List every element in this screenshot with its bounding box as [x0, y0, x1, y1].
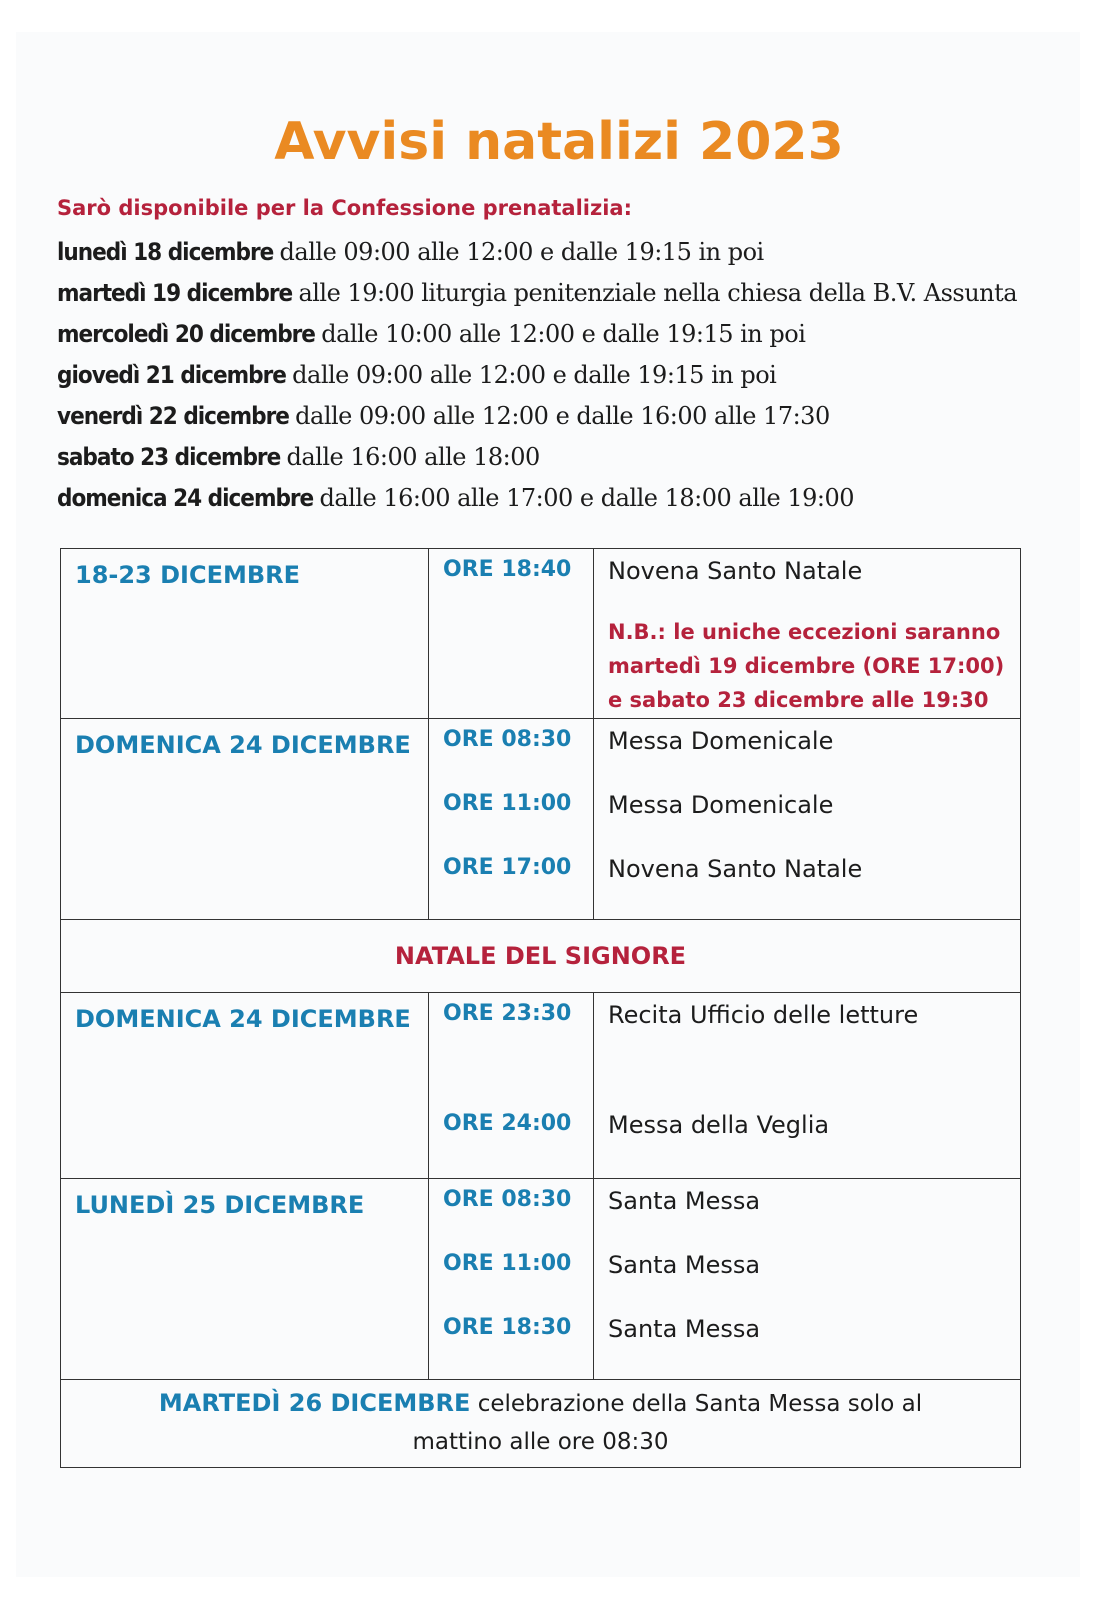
day-cell: LUNEDÌ 25 DICEMBRE: [61, 1179, 429, 1380]
time-cell: ORE 18:40: [429, 549, 594, 719]
day-cell: DOMENICA 24 DICEMBRE: [61, 719, 429, 920]
confession-day: giovedì 21 dicembre: [57, 361, 286, 389]
exception-note: N.B.: le uniche eccezioni saranno martedì 19 dicembre (ORE 17:00) e sabato 23 dicembre alle 19:30: [608, 620, 1005, 712]
time-cell: ORE 08:30 ORE 11:00 ORE 18:30: [429, 1179, 594, 1380]
confession-day: venerdì 22 dicembre: [57, 402, 289, 430]
desc-cell: Santa Messa Santa Messa Santa Messa: [594, 1179, 1021, 1380]
confession-line: [57, 232, 1017, 273]
confession-line: [57, 314, 1017, 355]
confession-list: [57, 232, 1017, 519]
table-row: [61, 1380, 1021, 1468]
day-cell: DOMENICA 24 DICEMBRE: [61, 993, 429, 1179]
footer-text: celebrazione della Santa Messa solo al: [477, 1391, 923, 1417]
page-title: Avvisi natalizi 2023: [274, 112, 844, 172]
confession-times: dalle 10:00 alle 12:00 e dalle 19:15 in poi: [321, 320, 806, 348]
confession-times: alle 19:00 liturgia penitenziale nella chiesa della B.V. Assunta: [298, 279, 1018, 307]
confession-day: sabato 23 dicembre: [57, 443, 281, 471]
desc-cell: Novena Santo Natale N.B.: le uniche eccezioni saranno martedì 19 dicembre (ORE 17:00) e sabato 23 dicembre alle 19:30: [594, 549, 1021, 719]
confession-day: martedì 19 dicembre: [57, 279, 293, 307]
confession-day: domenica 24 dicembre: [57, 484, 314, 512]
day-cell: 18-23 DICEMBRE: [61, 549, 429, 719]
confession-line: [57, 396, 1017, 437]
table-row: [61, 993, 1021, 1179]
confession-line: [57, 273, 1017, 314]
footer-day: MARTEDÌ 26 DICEMBRE: [158, 1389, 471, 1417]
desc-cell: Recita Ufficio delle letture Messa della Veglia: [594, 993, 1021, 1179]
confession-line: [57, 437, 1017, 478]
desc-cell: Messa Domenicale Messa Domenicale Novena Santo Natale: [594, 719, 1021, 920]
confession-line: [57, 355, 1017, 396]
confession-times: dalle 09:00 alle 12:00 e dalle 19:15 in poi: [292, 361, 777, 389]
footer-text: mattino alle ore 08:30: [412, 1429, 669, 1455]
table-row: [61, 920, 1021, 993]
table-row: [61, 549, 1021, 719]
time-cell: ORE 08:30 ORE 11:00 ORE 17:00: [429, 719, 594, 920]
confession-times: dalle 16:00 alle 17:00 e dalle 18:00 alle 19:00: [319, 484, 855, 512]
footer-note: [61, 1380, 1021, 1468]
confession-heading: Sarò disponibile per la Confessione prenatalizia:: [57, 196, 632, 220]
table-row: [61, 1179, 1021, 1380]
schedule-table: [60, 548, 1021, 1468]
confession-times: dalle 16:00 alle 18:00: [286, 443, 540, 471]
confession-times: dalle 09:00 alle 12:00 e dalle 19:15 in poi: [279, 238, 764, 266]
confession-day: mercoledì 20 dicembre: [57, 320, 315, 348]
confession-line: [57, 478, 1017, 519]
section-title: NATALE DEL SIGNORE: [61, 920, 1021, 993]
time-cell: ORE 23:30 ORE 24:00: [429, 993, 594, 1179]
confession-day: lunedì 18 dicembre: [57, 238, 274, 266]
confession-times: dalle 09:00 alle 12:00 e dalle 16:00 alle 17:30: [295, 402, 830, 430]
table-row: [61, 719, 1021, 920]
